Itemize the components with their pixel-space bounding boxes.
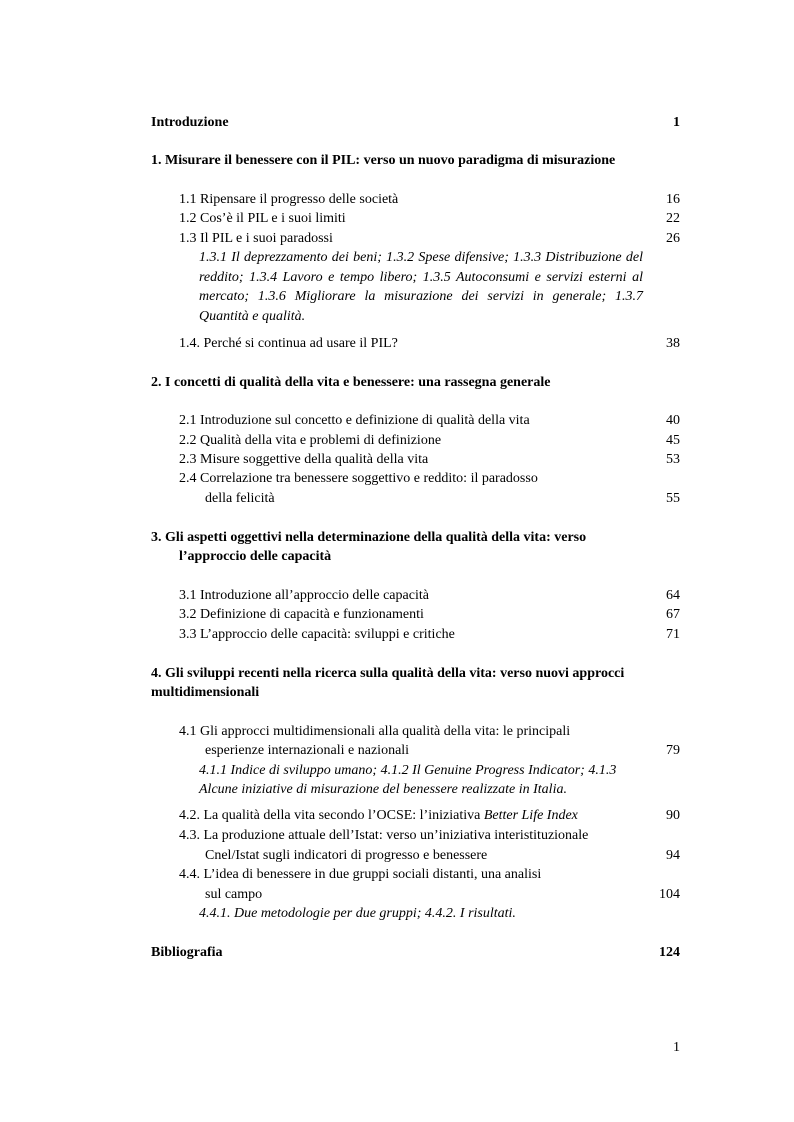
- toc-2-3-title[interactable]: 2.3 Misure soggettive della qualità della vita: [179, 452, 429, 467]
- toc-1-2-page: 22: [666, 211, 680, 226]
- toc-1-3-title[interactable]: 1.3 Il PIL e i suoi paradossi: [179, 231, 333, 246]
- toc-2-4-title-line1[interactable]: 2.4 Correlazione tra benessere soggettivo e reddito: il paradosso: [179, 471, 538, 486]
- toc-3-2-page: 67: [666, 607, 680, 622]
- toc-3-3-title[interactable]: 3.3 L’approccio delle capacità: sviluppi e critiche: [179, 627, 455, 642]
- toc-1-4-title[interactable]: 1.4. Perché si continua ad usare il PIL?: [179, 336, 398, 351]
- toc-4-3-page: 94: [666, 848, 680, 863]
- toc-ch1-title[interactable]: 1. Misurare il benessere con il PIL: verso un nuovo paradigma di misurazione: [151, 153, 616, 168]
- toc-3-3-page: 71: [666, 627, 680, 642]
- toc-2-4-title-line2[interactable]: della felicità: [205, 491, 275, 506]
- toc-4-3-title-line1[interactable]: 4.3. La produzione attuale dell’Istat: verso un’iniziativa interistituzionale: [179, 828, 589, 843]
- toc-4-2-title-text: 4.2. La qualità della vita secondo l’OCSE: l’iniziativa: [179, 808, 484, 823]
- toc-ch2-title[interactable]: 2. I concetti di qualità della vita e benessere: una rassegna generale: [151, 375, 551, 390]
- toc-ch3-title-line2[interactable]: l’approccio delle capacità: [179, 549, 332, 564]
- toc-1-1-title[interactable]: 1.1 Ripensare il progresso delle società: [179, 192, 399, 207]
- toc-3-1-page: 64: [666, 588, 680, 603]
- toc-2-3-page: 53: [666, 452, 680, 467]
- toc-1-4-page: 38: [666, 336, 680, 351]
- toc-2-2-title[interactable]: 2.2 Qualità della vita e problemi di definizione: [179, 433, 442, 448]
- toc-4-4-title-line1[interactable]: 4.4. L’idea di benessere in due gruppi sociali distanti, una analisi: [179, 867, 542, 882]
- toc-2-4-page: 55: [666, 491, 680, 506]
- toc-2-1-title[interactable]: 2.1 Introduzione sul concetto e definizione di qualità della vita: [179, 413, 530, 428]
- toc-4-2-page: 90: [666, 808, 680, 823]
- toc-4-3-title-line2[interactable]: Cnel/Istat sugli indicatori di progresso e benessere: [205, 848, 488, 863]
- toc-2-1-page: 40: [666, 413, 680, 428]
- toc-4-4-page: 104: [659, 887, 680, 902]
- toc-3-1-title[interactable]: 3.1 Introduzione all’approccio delle capacità: [179, 588, 429, 603]
- toc-1-3-subsections: 1.3.1 Il deprezzamento dei beni; 1.3.2 Spese difensive; 1.3.3 Distribuzione del reddito; 1.3.4 Lavoro e tempo libero; 1.3.5 Autoconsumi e servizi esterni al mercato; 1.3.6 Migliorare la misurazione dei servizi in generale; 1.3.7 Quantità e qualità.: [199, 250, 643, 324]
- toc-intro-page: 1: [673, 115, 680, 130]
- toc-4-2-title-italic: Better Life Index: [483, 808, 578, 823]
- toc-bibliography-page: 124: [659, 945, 680, 960]
- toc-4-1-subsections-line2: Alcune iniziative di misurazione del benessere realizzate in Italia.: [199, 782, 567, 797]
- toc-4-1-title-line2[interactable]: esperienze internazionali e nazionali: [205, 743, 410, 758]
- toc-intro-title[interactable]: Introduzione: [151, 115, 229, 130]
- toc-4-4-subsections: 4.4.1. Due metodologie per due gruppi; 4.4.2. I risultati.: [199, 906, 516, 921]
- toc-4-4-title-line2[interactable]: sul campo: [205, 887, 263, 902]
- page-number: 1: [673, 1040, 680, 1055]
- toc-bibliography-title[interactable]: Bibliografia: [151, 945, 223, 960]
- toc-1-1-page: 16: [666, 192, 680, 207]
- toc-ch4-title-line1[interactable]: 4. Gli sviluppi recenti nella ricerca sulla qualità della vita: verso nuovi approcci: [151, 666, 625, 681]
- toc-ch3-title-line1[interactable]: 3. Gli aspetti oggettivi nella determinazione della qualità della vita: verso: [151, 530, 587, 545]
- toc-3-2-title[interactable]: 3.2 Definizione di capacità e funzionamenti: [179, 607, 424, 622]
- toc-2-2-page: 45: [666, 433, 680, 448]
- toc-4-2-title[interactable]: [179, 806, 578, 825]
- toc-4-1-title-line1[interactable]: 4.1 Gli approcci multidimensionali alla qualità della vita: le principali: [179, 724, 571, 739]
- toc-4-1-page: 79: [666, 743, 680, 758]
- toc-1-2-title[interactable]: 1.2 Cos’è il PIL e i suoi limiti: [179, 211, 346, 226]
- toc-ch4-title-line2[interactable]: multidimensionali: [151, 685, 260, 700]
- toc-1-3-page: 26: [666, 231, 680, 246]
- toc-4-1-subsections-line1: 4.1.1 Indice di sviluppo umano; 4.1.2 Il Genuine Progress Indicator; 4.1.3: [199, 763, 617, 778]
